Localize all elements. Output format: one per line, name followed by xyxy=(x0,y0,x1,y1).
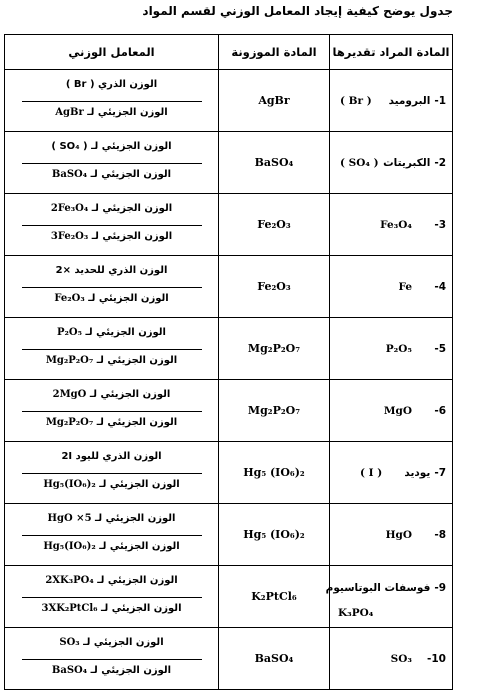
denominator-text: الوزن الجزيئي لـ xyxy=(90,664,172,676)
weighed-cell: Fe₂O₃ xyxy=(219,256,330,318)
numerator-text: الوزن الجزيئي لـ xyxy=(89,388,171,400)
numerator-text: الوزن الجزيئي لـ xyxy=(85,326,166,338)
substance-name: فوسفات البوتاسيوم xyxy=(325,582,431,594)
substance-formula: K₃PO₄ xyxy=(338,607,374,619)
table-row xyxy=(5,256,453,318)
fraction-bar xyxy=(22,535,202,536)
determined-label xyxy=(423,653,446,665)
factor-cell xyxy=(5,380,219,442)
denominator-formula: BaSO₄ xyxy=(51,168,88,180)
table-row xyxy=(5,504,453,566)
row-number: 9- xyxy=(434,582,446,594)
table-row xyxy=(5,70,453,132)
factor-cell xyxy=(5,256,219,318)
factor-cell xyxy=(5,132,219,194)
fraction-numerator xyxy=(22,575,202,586)
denominator-formula: 3Fe₂O₃ xyxy=(50,230,89,242)
page-title: جدول يوضح كيفية إيجاد المعامل الوزني لقسم المواد xyxy=(142,4,453,18)
substance-formula: ( SO₄ ) xyxy=(340,156,379,169)
fraction xyxy=(22,197,202,253)
fraction xyxy=(22,259,202,315)
numerator-formula: 2MgO xyxy=(52,388,87,400)
fraction-bar xyxy=(22,411,202,412)
numerator-text: الوزن الجزيئي لـ xyxy=(95,512,176,524)
weighed-cell: BaSO₄ xyxy=(219,132,330,194)
factor-cell xyxy=(5,194,219,256)
fraction xyxy=(22,631,202,687)
fraction-denominator xyxy=(22,603,202,614)
fraction-denominator xyxy=(22,293,202,304)
denominator-text: الوزن الجزيئي لـ xyxy=(96,416,178,428)
factor-cell xyxy=(5,70,219,132)
denominator-formula: AgBr xyxy=(55,106,84,118)
numerator-text: الوزن الجزيئي لـ xyxy=(83,636,164,648)
determined-cell xyxy=(330,318,453,380)
fraction-numerator: الوزن الذري للحديد ×2 xyxy=(55,264,168,276)
weighed-cell: AgBr xyxy=(219,70,330,132)
determined-label xyxy=(326,582,446,594)
row-number: 3- xyxy=(434,218,446,231)
header-weighed: المادة الموزونة xyxy=(219,35,330,70)
determined-label xyxy=(383,157,446,169)
denominator-text: الوزن الجزيئي لـ xyxy=(90,168,172,180)
row-number: 1- xyxy=(434,94,446,107)
denominator-formula: BaSO₄ xyxy=(51,664,88,676)
fraction-denominator xyxy=(22,231,202,242)
weighed-cell: Fe₂O₃ xyxy=(219,194,330,256)
fraction-denominator xyxy=(22,665,202,676)
substance-formula: HgO xyxy=(385,528,412,541)
fraction-numerator xyxy=(22,389,202,400)
fraction-bar xyxy=(22,597,202,598)
row-number: 8- xyxy=(434,528,446,541)
fraction-numerator: الوزن الجزيئي لـ ( SO₄ ) xyxy=(51,140,172,152)
determined-label xyxy=(430,219,446,231)
header-factor: المعامل الوزني xyxy=(5,35,219,70)
fraction-denominator xyxy=(22,417,202,428)
determined-label xyxy=(430,405,446,417)
fraction-bar xyxy=(22,659,202,660)
fraction-denominator xyxy=(22,107,202,118)
row-number: 10- xyxy=(427,652,446,665)
fraction xyxy=(22,569,202,625)
fraction-bar xyxy=(22,101,202,102)
fraction-numerator xyxy=(22,637,202,648)
determined-cell xyxy=(325,566,453,628)
denominator-text: الوزن الجزيئي لـ xyxy=(87,106,168,118)
substance-name: البروميد xyxy=(388,94,431,107)
table-row xyxy=(5,132,453,194)
factor-cell xyxy=(5,442,219,504)
table-row xyxy=(5,566,453,628)
denominator-text: الوزن الجزيئي لـ xyxy=(99,478,180,490)
substance-formula: ( Br ) xyxy=(340,94,372,107)
determined-label xyxy=(404,467,446,479)
substance-formula: Fe xyxy=(398,280,412,293)
denominator-text: الوزن الجزيئي لـ xyxy=(96,354,178,366)
numerator-text: الوزن الجزيئي لـ xyxy=(97,574,178,586)
determined-cell xyxy=(330,442,453,504)
row-number: 7- xyxy=(434,466,446,479)
determined-cell xyxy=(330,380,453,442)
weighed-cell: BaSO₄ xyxy=(219,628,330,690)
fraction-numerator: الوزن الذري ( Br ) xyxy=(65,78,158,90)
determined-label xyxy=(389,95,446,107)
determined-cell xyxy=(330,194,453,256)
row-number: 6- xyxy=(434,404,446,417)
factor-cell xyxy=(5,628,219,690)
determined-label xyxy=(430,529,446,541)
fraction-bar xyxy=(22,287,202,288)
determined-label xyxy=(430,281,446,293)
numerator-formula: 5× HgO xyxy=(47,512,92,524)
gravimetric-factor-table xyxy=(4,34,453,690)
substance-formula: Fe₃O₄ xyxy=(380,218,412,231)
fraction xyxy=(22,135,202,191)
denominator-text: الوزن الجزيئي لـ xyxy=(99,540,180,552)
fraction xyxy=(22,445,202,501)
fraction xyxy=(22,507,202,563)
determined-cell xyxy=(330,132,453,194)
factor-cell xyxy=(5,318,219,380)
numerator-text: الوزن الجزيئي لـ xyxy=(91,202,173,214)
table-row xyxy=(5,380,453,442)
weighed-cell: Hg₅ (IO₆)₂ xyxy=(219,504,330,566)
weighed-cell: Mg₂P₂O₇ xyxy=(219,318,330,380)
fraction-denominator xyxy=(22,541,202,552)
determined-cell xyxy=(330,628,453,690)
numerator-formula: 2Fe₃O₄ xyxy=(50,202,89,214)
fraction-bar xyxy=(22,473,202,474)
substance-formula: MgO xyxy=(383,404,412,417)
row-number: 5- xyxy=(434,342,446,355)
denominator-text: الوزن الجزيئي لـ xyxy=(88,292,169,304)
denominator-formula: Mg₂P₂O₇ xyxy=(45,416,94,428)
fraction-bar xyxy=(22,349,202,350)
denominator-formula: Mg₂P₂O₇ xyxy=(45,354,94,366)
fraction-numerator xyxy=(22,327,202,338)
fraction-bar xyxy=(22,225,202,226)
fraction-denominator xyxy=(22,169,202,180)
fraction-numerator xyxy=(22,203,202,214)
header-determined: المادة المراد تقديرها xyxy=(330,35,453,70)
determined-cell xyxy=(330,256,453,318)
fraction-numerator xyxy=(22,513,202,524)
weighed-cell: K₂PtCl₆ xyxy=(219,566,330,628)
fraction-numerator: الوزن الذري لليود 2I xyxy=(61,450,162,462)
fraction xyxy=(22,383,202,439)
table-row xyxy=(5,194,453,256)
table-row xyxy=(5,318,453,380)
denominator-text: الوزن الجزيئي لـ xyxy=(91,230,173,242)
weighed-cell: Mg₂P₂O₇ xyxy=(219,380,330,442)
determined-cell xyxy=(330,70,453,132)
table-row xyxy=(5,442,453,504)
fraction-denominator xyxy=(22,355,202,366)
substance-name: يوديد xyxy=(404,466,431,479)
numerator-formula: P₂O₅ xyxy=(57,326,83,338)
fraction-bar xyxy=(22,163,202,164)
row-number: 4- xyxy=(434,280,446,293)
substance-formula: SO₃ xyxy=(390,652,412,665)
header-row xyxy=(5,35,453,70)
row-number: 2- xyxy=(434,156,446,169)
denominator-formula: Hg₅(IO₆)₂ xyxy=(43,478,96,490)
substance-name: الكبريتات xyxy=(383,156,431,169)
denominator-formula: Hg₅(IO₆)₂ xyxy=(43,540,96,552)
table-row xyxy=(5,628,453,690)
denominator-formula: Fe₂O₃ xyxy=(54,292,85,304)
substance-formula: P₂O₅ xyxy=(385,342,412,355)
factor-cell xyxy=(5,566,219,628)
weighed-cell: Hg₅ (IO₆)₂ xyxy=(219,442,330,504)
determined-cell xyxy=(330,504,453,566)
fraction xyxy=(22,321,202,377)
fraction-denominator xyxy=(22,479,202,490)
determined-label xyxy=(430,343,446,355)
fraction xyxy=(22,73,202,129)
numerator-formula: SO₃ xyxy=(59,636,80,648)
denominator-formula: 3XK₂PtCl₆ xyxy=(41,602,98,614)
denominator-text: الوزن الجزيئي لـ xyxy=(101,602,182,614)
substance-formula: ( I ) xyxy=(360,466,383,479)
factor-cell xyxy=(5,504,219,566)
numerator-formula: 2XK₃PO₄ xyxy=(45,574,94,586)
